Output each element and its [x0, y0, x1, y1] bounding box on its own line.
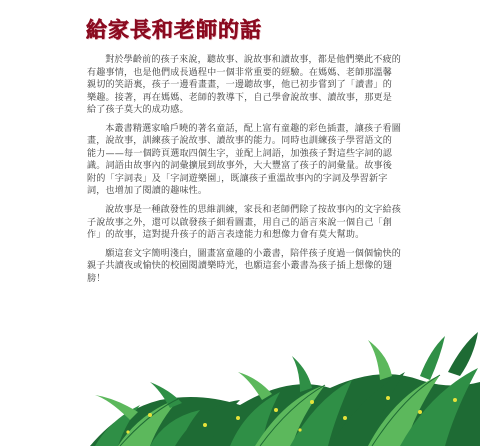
fern-leaf: [95, 395, 138, 420]
fern-leaf: [368, 340, 392, 380]
fern-leaf: [230, 392, 280, 446]
fern-leaf: [150, 382, 182, 408]
flower: [343, 416, 347, 420]
leaf-mass: [90, 374, 480, 446]
flower: [148, 413, 152, 417]
leaf-rib: [120, 398, 180, 446]
fern-leaf: [290, 380, 352, 446]
paragraph-3: 說故事是一種啟發性的思維訓練，家長和老師們除了按故事內的文字給孩子說故事之外，還可以啟發孩子細看圖畫，用自己的語言來說一個自己「創作」的故事，這對提升孩子的語言表達能力和想像力會有莫大幫助。: [87, 205, 401, 241]
body-text: [87, 54, 401, 291]
fern-leaf: [330, 372, 405, 446]
page-title: 給家長和老師的話: [86, 18, 262, 42]
fern-leaf: [400, 368, 478, 446]
fern-leaf: [420, 336, 445, 380]
flower: [310, 400, 314, 404]
fern-leaf: [255, 385, 325, 446]
paragraph-4: 願這套文字簡明淺白，圖畫富童趣的小叢書，陪伴孩子度過一個個愉快的親子共讀夜或愉快的校園閱讀樂時光，也願這套小叢書為孩子插上想像的翅膀！: [87, 248, 401, 284]
flower: [418, 410, 422, 414]
fern-leaf: [448, 332, 478, 376]
fern-leaf: [150, 410, 200, 446]
flower: [236, 416, 240, 420]
paragraph-1: 對於學齡前的孩子來說，聽故事、說故事和讀故事，都是他們樂此不疲的有趣事情，也是他們成長過程中一個非常重要的經驗。在媽媽、老師那溫馨親切的笑語裏，孩子一邊看畫畫，一邊聽故事，他已初步嘗到了「讀書」的樂趣。接著，再在媽媽、老師的教導下，自己學會說故事、讀故事，那更是給了孩子莫大的成功感。: [87, 55, 401, 116]
fern-leaf: [368, 375, 440, 446]
fern-leaf: [175, 400, 240, 446]
flower: [126, 430, 129, 433]
leaf-rib: [372, 375, 440, 446]
flower: [453, 398, 457, 402]
flower: [298, 428, 301, 431]
fern-leaf: [118, 398, 180, 446]
flower: [274, 408, 278, 412]
fern-leaf: [238, 372, 272, 400]
fern-leaf: [292, 356, 312, 392]
leaf-rib: [260, 385, 325, 446]
paragraph-2: 本叢書精選家喻戶曉的著名童話，配上富有童趣的彩色插畫，讓孩子看圖畫，說故事，訓練孩子說故事、讀故事的能力。同時也訓練孩子學習語文的能力——每一個跨頁選取四個生字，並配上詞語，加強孩子對這些字詞的認識。詞語由故事內的詞彙擴展到故事外，大大豐富了孩子的詞彙量。故事後附的「字詞表」及「字詞遊樂園」，既讓孩子重溫故事內的字詞及學習新字詞，也增加了閱讀的趣味性。: [87, 123, 401, 197]
fern-leaf: [95, 405, 140, 446]
flower: [386, 396, 390, 400]
flower: [203, 423, 207, 427]
